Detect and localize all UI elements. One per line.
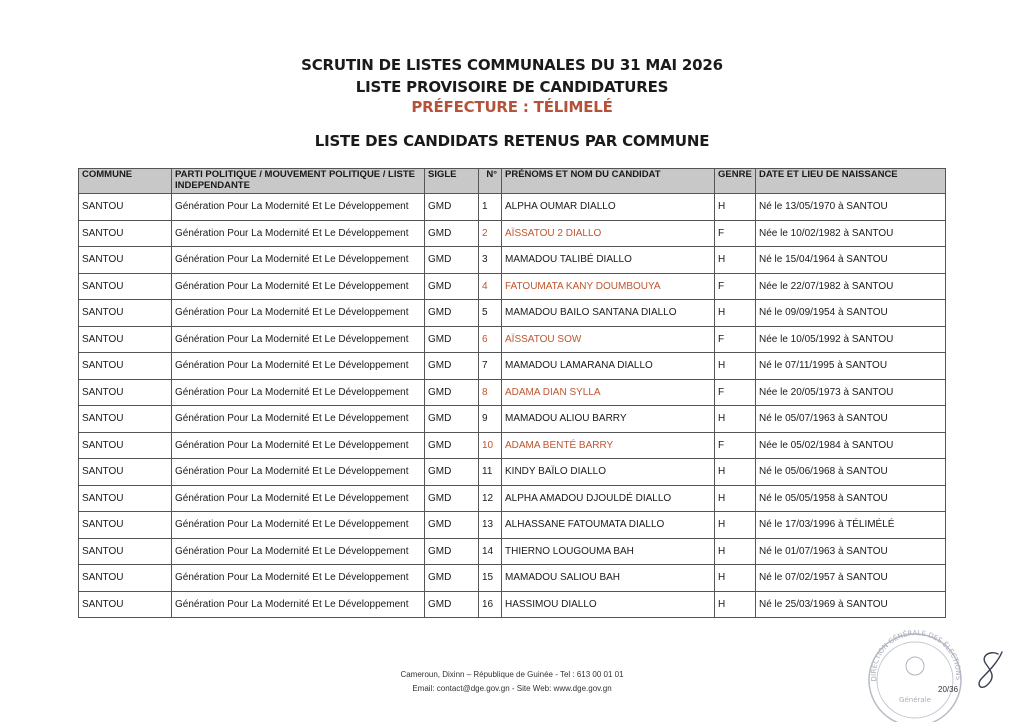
table-row — [79, 406, 946, 433]
cell-birth: Né le 01/07/1963 à SANTOU — [756, 538, 946, 565]
cell-genre: H — [715, 300, 756, 327]
cell-genre: F — [715, 273, 756, 300]
cell-commune: SANTOU — [79, 591, 172, 618]
cell-genre: H — [715, 512, 756, 539]
cell-genre: F — [715, 326, 756, 353]
table-row — [79, 485, 946, 512]
cell-commune: SANTOU — [79, 406, 172, 433]
cell-birth: Né le 09/09/1954 à SANTOU — [756, 300, 946, 327]
col-header-party: PARTI POLITIQUE / MOUVEMENT POLITIQUE / LISTE INDEPENDANTE — [172, 169, 425, 194]
cell-candidate-name: FATOUMATA KANY DOUMBOUYA — [502, 273, 715, 300]
title-prefecture: PRÉFECTURE : TÉLIMELÉ — [411, 98, 613, 116]
cell-party: Génération Pour La Modernité Et Le Développement — [172, 591, 425, 618]
cell-birth: Né le 07/11/1995 à SANTOU — [756, 353, 946, 380]
cell-sigle: GMD — [425, 247, 479, 274]
cell-genre: H — [715, 194, 756, 221]
cell-number: 15 — [479, 565, 502, 592]
table-row — [79, 247, 946, 274]
cell-genre: H — [715, 459, 756, 486]
table-row — [79, 538, 946, 565]
cell-commune: SANTOU — [79, 326, 172, 353]
cell-sigle: GMD — [425, 565, 479, 592]
col-header-commune: COMMUNE — [79, 169, 172, 194]
svg-text:DIRECTION GÉNÉRALE DES ÉLECTIO — [870, 629, 962, 682]
cell-candidate-name: ALPHA OUMAR DIALLO — [502, 194, 715, 221]
cell-number: 10 — [479, 432, 502, 459]
table-row — [79, 273, 946, 300]
cell-genre: H — [715, 538, 756, 565]
table-row — [79, 459, 946, 486]
cell-sigle: GMD — [425, 326, 479, 353]
cell-party: Génération Pour La Modernité Et Le Développement — [172, 273, 425, 300]
cell-sigle: GMD — [425, 432, 479, 459]
handwritten-signature-icon — [972, 648, 1006, 694]
title-candidates-list: LISTE DES CANDIDATS RETENUS PAR COMMUNE — [314, 132, 710, 150]
title-list-type: LISTE PROVISOIRE DE CANDIDATURES — [355, 78, 669, 96]
cell-candidate-name: THIERNO LOUGOUMA BAH — [502, 538, 715, 565]
cell-sigle: GMD — [425, 512, 479, 539]
cell-genre: H — [715, 406, 756, 433]
cell-party: Génération Pour La Modernité Et Le Développement — [172, 379, 425, 406]
cell-number: 11 — [479, 459, 502, 486]
table-row — [79, 194, 946, 221]
cell-candidate-name: KINDY BAÏLO DIALLO — [502, 459, 715, 486]
cell-party: Génération Pour La Modernité Et Le Développement — [172, 432, 425, 459]
cell-candidate-name: MAMADOU TALIBÉ DIALLO — [502, 247, 715, 274]
col-header-number: N° — [479, 169, 502, 194]
cell-commune: SANTOU — [79, 485, 172, 512]
cell-birth: Né le 07/02/1957 à SANTOU — [756, 565, 946, 592]
cell-birth: Né le 17/03/1996 à TÉLIMÉLÉ — [756, 512, 946, 539]
table-row — [79, 565, 946, 592]
cell-commune: SANTOU — [79, 300, 172, 327]
cell-commune: SANTOU — [79, 512, 172, 539]
cell-candidate-name: MAMADOU SALIOU BAH — [502, 565, 715, 592]
table-row — [79, 379, 946, 406]
cell-candidate-name: MAMADOU BAILO SANTANA DIALLO — [502, 300, 715, 327]
cell-sigle: GMD — [425, 379, 479, 406]
page-number: 20/36 — [938, 685, 959, 694]
table-row — [79, 353, 946, 380]
col-header-sigle: SIGLE — [425, 169, 479, 194]
cell-candidate-name: ADAMA BENTÉ BARRY — [502, 432, 715, 459]
official-seal-icon — [855, 622, 975, 722]
cell-candidate-name: MAMADOU LAMARANA DIALLO — [502, 353, 715, 380]
seal-inner-text: Générale — [899, 696, 931, 704]
table-row — [79, 300, 946, 327]
cell-genre: H — [715, 247, 756, 274]
candidates-table — [78, 168, 946, 618]
title-election: SCRUTIN DE LISTES COMMUNALES DU 31 MAI 2026 — [301, 56, 723, 74]
cell-party: Génération Pour La Modernité Et Le Développement — [172, 247, 425, 274]
cell-birth: Née le 10/02/1982 à SANTOU — [756, 220, 946, 247]
cell-sigle: GMD — [425, 406, 479, 433]
cell-birth: Né le 05/05/1958 à SANTOU — [756, 485, 946, 512]
cell-commune: SANTOU — [79, 379, 172, 406]
table-row — [79, 432, 946, 459]
cell-birth: Né le 15/04/1964 à SANTOU — [756, 247, 946, 274]
table-row — [79, 220, 946, 247]
cell-birth: Né le 05/07/1963 à SANTOU — [756, 406, 946, 433]
cell-sigle: GMD — [425, 194, 479, 221]
cell-sigle: GMD — [425, 591, 479, 618]
cell-candidate-name: ADAMA DIAN SYLLA — [502, 379, 715, 406]
cell-sigle: GMD — [425, 220, 479, 247]
cell-commune: SANTOU — [79, 432, 172, 459]
cell-candidate-name: AÏSSATOU 2 DIALLO — [502, 220, 715, 247]
cell-genre: H — [715, 485, 756, 512]
cell-candidate-name: ALPHA AMADOU DJOULDÉ DIALLO — [502, 485, 715, 512]
table-row — [79, 591, 946, 618]
cell-number: 7 — [479, 353, 502, 380]
cell-birth: Née le 22/07/1982 à SANTOU — [756, 273, 946, 300]
cell-number: 9 — [479, 406, 502, 433]
cell-sigle: GMD — [425, 273, 479, 300]
cell-number: 13 — [479, 512, 502, 539]
cell-sigle: GMD — [425, 300, 479, 327]
cell-commune: SANTOU — [79, 247, 172, 274]
cell-party: Génération Pour La Modernité Et Le Développement — [172, 406, 425, 433]
cell-candidate-name: AÏSSATOU SOW — [502, 326, 715, 353]
col-header-candidate-name: PRÉNOMS ET NOM DU CANDIDAT — [502, 169, 715, 194]
cell-sigle: GMD — [425, 538, 479, 565]
cell-party: Génération Pour La Modernité Et Le Développement — [172, 485, 425, 512]
cell-genre: H — [715, 565, 756, 592]
cell-number: 1 — [479, 194, 502, 221]
cell-sigle: GMD — [425, 485, 479, 512]
cell-commune: SANTOU — [79, 220, 172, 247]
col-header-genre: GENRE — [715, 169, 756, 194]
cell-birth: Née le 10/05/1992 à SANTOU — [756, 326, 946, 353]
cell-party: Génération Pour La Modernité Et Le Développement — [172, 326, 425, 353]
cell-birth: Née le 20/05/1973 à SANTOU — [756, 379, 946, 406]
cell-commune: SANTOU — [79, 538, 172, 565]
cell-birth: Né le 25/03/1969 à SANTOU — [756, 591, 946, 618]
table-row — [79, 512, 946, 539]
cell-number: 16 — [479, 591, 502, 618]
footer-contact: Email: contact@dge.gov.gn - Site Web: www.dge.gov.gn — [412, 684, 612, 693]
cell-party: Génération Pour La Modernité Et Le Développement — [172, 194, 425, 221]
cell-party: Génération Pour La Modernité Et Le Développement — [172, 538, 425, 565]
cell-birth: Né le 13/05/1970 à SANTOU — [756, 194, 946, 221]
cell-party: Génération Pour La Modernité Et Le Développement — [172, 220, 425, 247]
table-row — [79, 326, 946, 353]
cell-commune: SANTOU — [79, 273, 172, 300]
cell-birth: Née le 05/02/1984 à SANTOU — [756, 432, 946, 459]
cell-party: Génération Pour La Modernité Et Le Développement — [172, 512, 425, 539]
cell-sigle: GMD — [425, 353, 479, 380]
cell-party: Génération Pour La Modernité Et Le Développement — [172, 353, 425, 380]
cell-number: 2 — [479, 220, 502, 247]
cell-number: 6 — [479, 326, 502, 353]
cell-birth: Né le 05/06/1968 à SANTOU — [756, 459, 946, 486]
cell-commune: SANTOU — [79, 459, 172, 486]
cell-sigle: GMD — [425, 459, 479, 486]
cell-genre: F — [715, 432, 756, 459]
cell-candidate-name: MAMADOU ALIOU BARRY — [502, 406, 715, 433]
cell-commune: SANTOU — [79, 353, 172, 380]
cell-number: 3 — [479, 247, 502, 274]
table-header-row — [79, 169, 946, 194]
cell-genre: H — [715, 353, 756, 380]
cell-number: 12 — [479, 485, 502, 512]
footer-address: Cameroun, Dixinn – République de Guinée - Tel : 613 00 01 01 — [400, 670, 624, 679]
cell-genre: H — [715, 591, 756, 618]
cell-party: Génération Pour La Modernité Et Le Développement — [172, 565, 425, 592]
col-header-birth: DATE ET LIEU DE NAISSANCE — [756, 169, 946, 194]
cell-commune: SANTOU — [79, 565, 172, 592]
cell-number: 8 — [479, 379, 502, 406]
cell-commune: SANTOU — [79, 194, 172, 221]
cell-candidate-name: HASSIMOU DIALLO — [502, 591, 715, 618]
cell-candidate-name: ALHASSANE FATOUMATA DIALLO — [502, 512, 715, 539]
cell-party: Génération Pour La Modernité Et Le Développement — [172, 459, 425, 486]
cell-party: Génération Pour La Modernité Et Le Développement — [172, 300, 425, 327]
cell-genre: F — [715, 379, 756, 406]
cell-number: 4 — [479, 273, 502, 300]
seal-text: DIRECTION GÉNÉRALE DES ÉLECTIONS — [869, 629, 963, 682]
cell-number: 14 — [479, 538, 502, 565]
cell-genre: F — [715, 220, 756, 247]
table-body — [79, 194, 946, 618]
cell-number: 5 — [479, 300, 502, 327]
